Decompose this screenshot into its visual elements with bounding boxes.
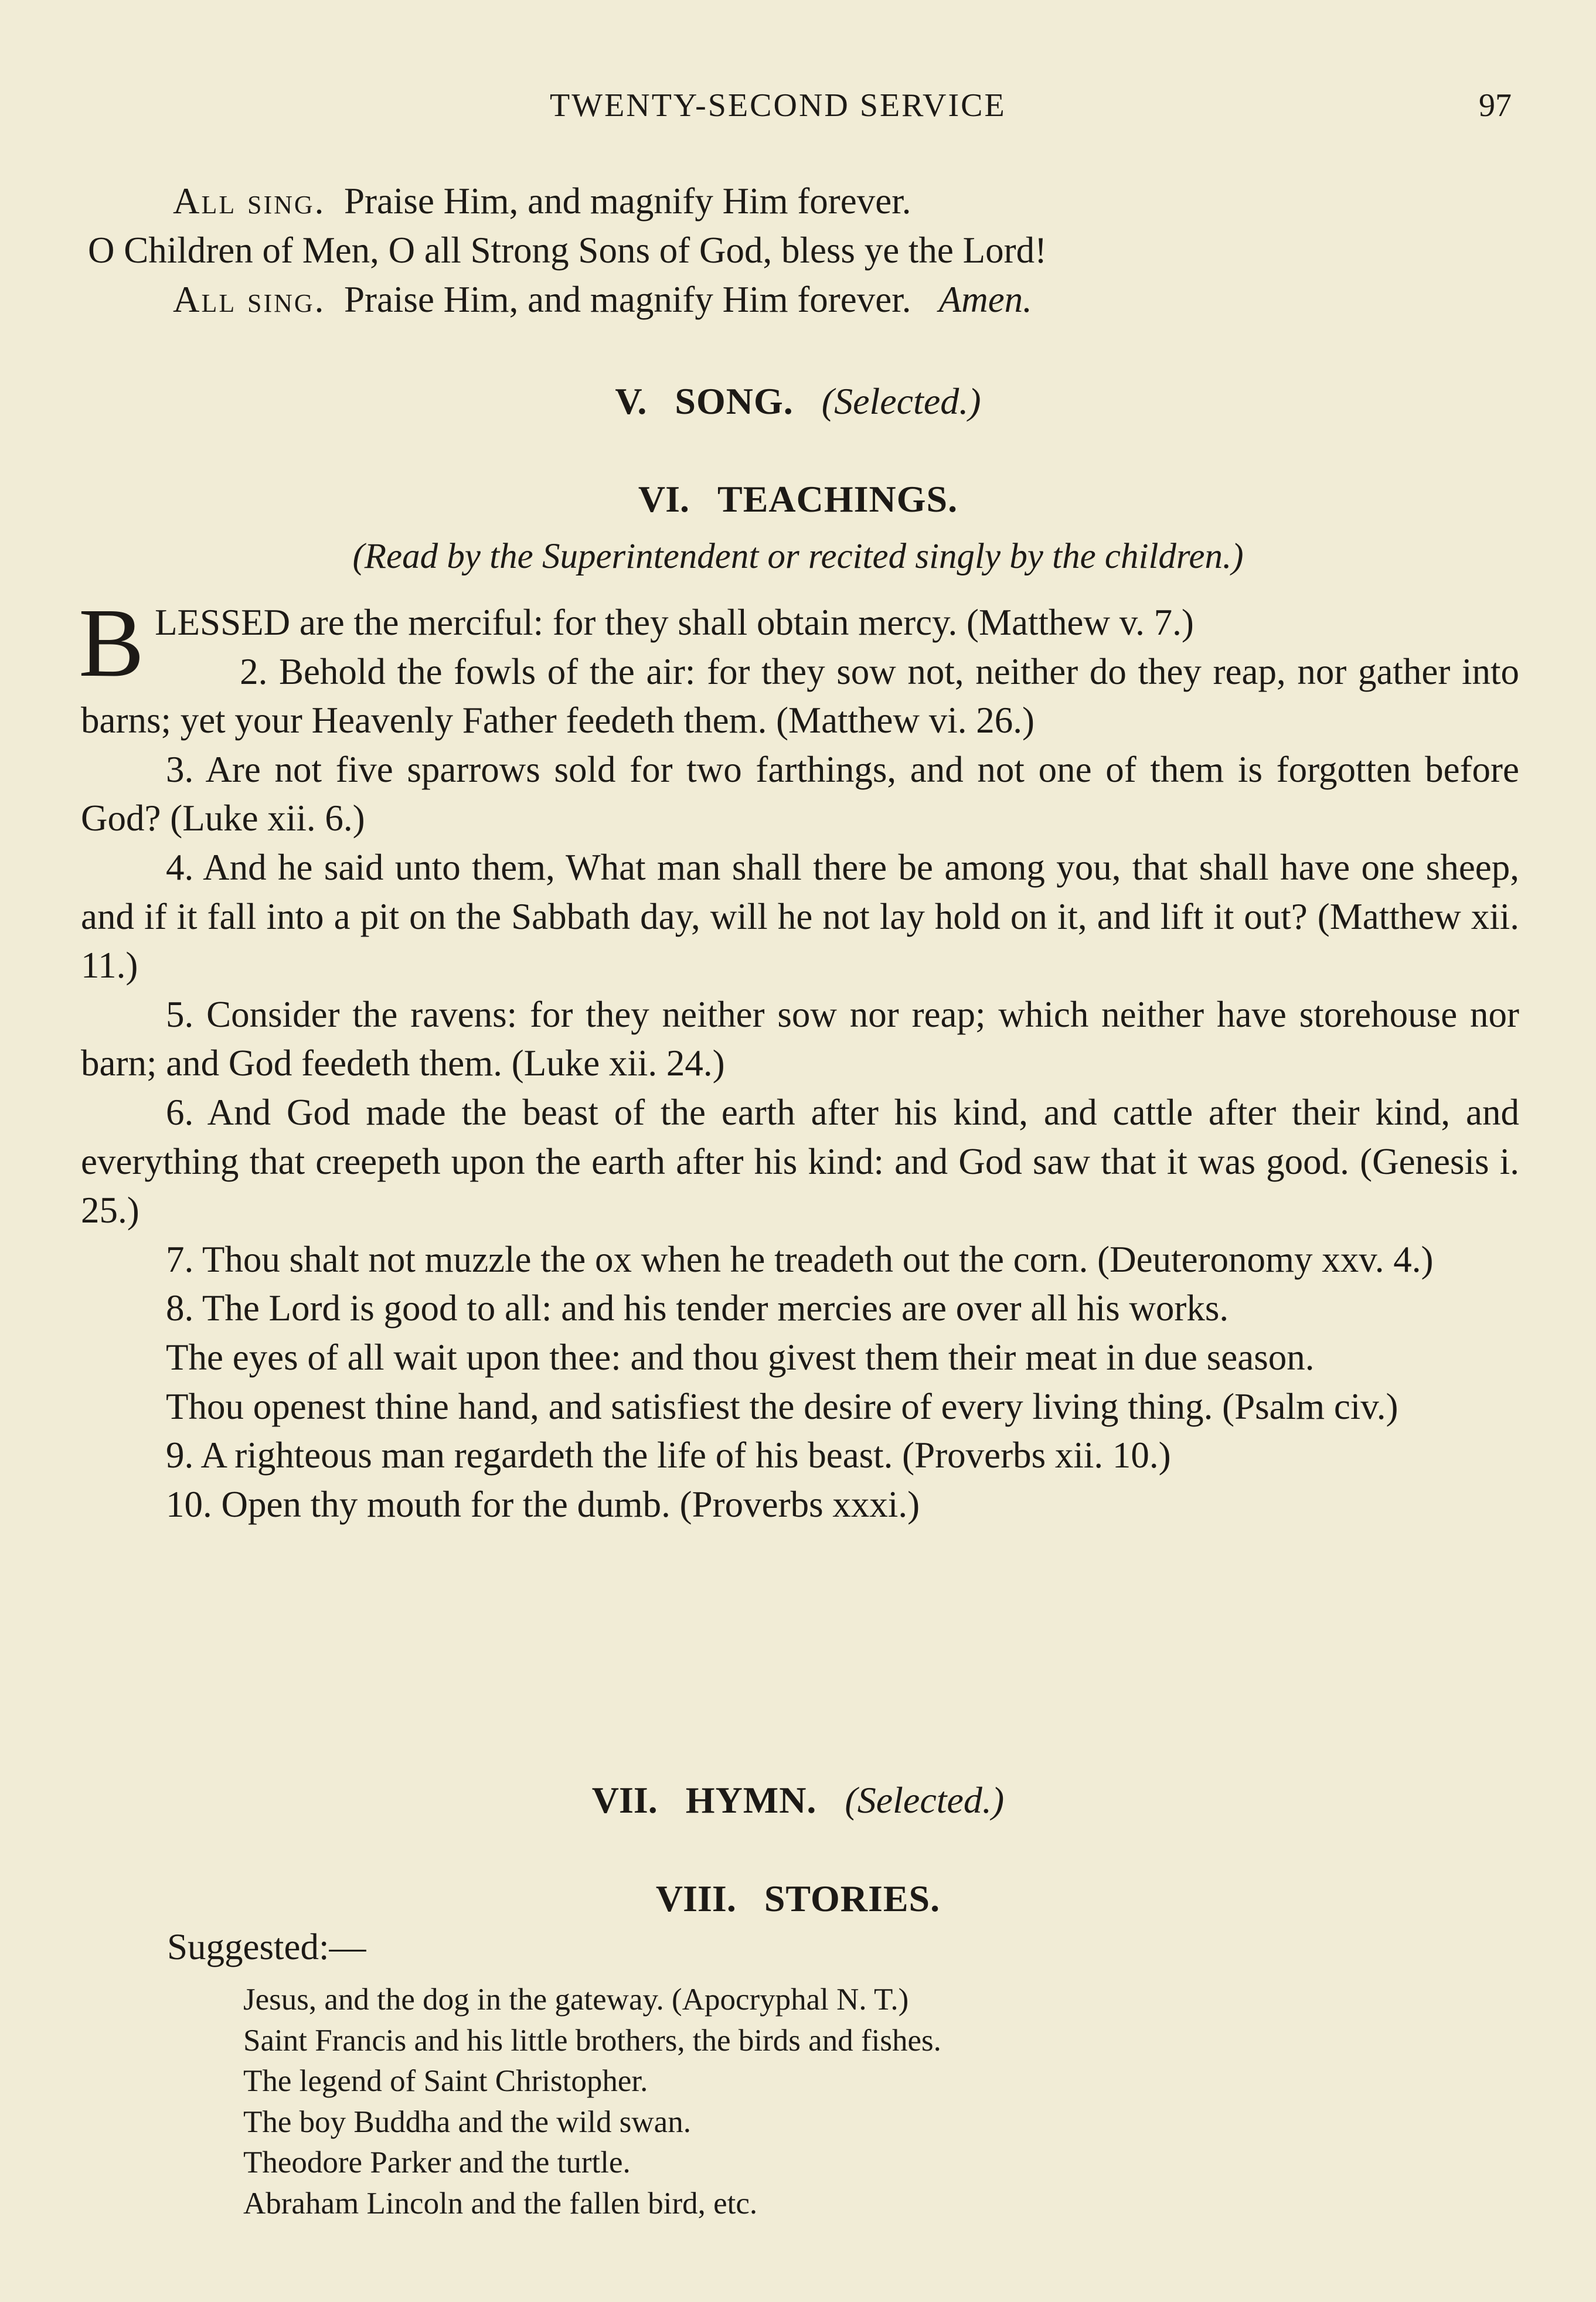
teaching-8: 8. The Lord is good to all: and his tender mercies are over all his works. bbox=[166, 1288, 1229, 1329]
opening-line-2: O Children of Men, O all Strong Sons of God, bless ye the Lord! bbox=[88, 230, 1047, 271]
running-head bbox=[0, 87, 1596, 128]
section-title: TEACHINGS. bbox=[717, 478, 958, 520]
stories-list bbox=[243, 1980, 941, 2225]
teaching-2: 2. Behold the fowls of the air: for they sow not, neither do they reap, nor gather into barns; yet your Heavenly Father feedeth them. (Matthew vi. 26.) bbox=[81, 651, 1519, 741]
story-item: Abraham Lincoln and the fallen bird, etc. bbox=[243, 2186, 758, 2221]
section-title: SONG. bbox=[675, 380, 794, 422]
stories-intro: Suggested:— bbox=[167, 1926, 366, 1967]
teaching-8-cont-1: The eyes of all wait upon thee: and thou givest them their meat in due season. bbox=[166, 1336, 1315, 1378]
teaching-6: 6. And God made the beast of the earth after his kind, and cattle after their kind, and everything that creepeth upon the earth after his kind: and God saw that it was good. (Genesis i. 25.) bbox=[81, 1091, 1519, 1231]
story-item: The legend of Saint Christopher. bbox=[243, 2064, 648, 2099]
section-number: VI. bbox=[638, 478, 690, 520]
story-item: The boy Buddha and the wild swan. bbox=[243, 2105, 691, 2139]
all-sing-label: All sing. bbox=[173, 279, 326, 320]
opening-line-1 bbox=[173, 178, 911, 224]
teaching-8-cont-2: Thou openest thine hand, and satisfiest the desire of every living thing. (Psalm civ.) bbox=[166, 1385, 1398, 1427]
teaching-3: 3. Are not five sparrows sold for two farthings, and not one of them is forgotten before God? (Luke xii. 6.) bbox=[81, 748, 1519, 839]
teaching-5: 5. Consider the ravens: for they neither sow nor reap; which neither have storehouse nor barn; and God feedeth them. (Luke xii. 24.) bbox=[81, 993, 1519, 1084]
story-item: Theodore Parker and the turtle. bbox=[243, 2146, 631, 2180]
section-heading-hymn bbox=[0, 1779, 1596, 1822]
section-title: STORIES. bbox=[764, 1878, 941, 1919]
section-note: (Selected.) bbox=[845, 1779, 1005, 1821]
story-item: Jesus, and the dog in the gateway. (Apocryphal N. T.) bbox=[243, 1983, 909, 2017]
teaching-1-text: LESSED are the merciful: for they shall obtain mercy. (Matthew v. 7.) bbox=[155, 602, 1194, 643]
story-item: Saint Francis and his little brothers, the birds and fishes. bbox=[243, 2023, 941, 2058]
all-sing-label: All sing. bbox=[173, 181, 326, 222]
teaching-9: 9. A righteous man regardeth the life of his beast. (Proverbs xii. 10.) bbox=[166, 1435, 1171, 1476]
section-title: HYMN. bbox=[685, 1779, 817, 1821]
teaching-7: 7. Thou shalt not muzzle the ox when he treadeth out the corn. (Deuteronomy xxv. 4.) bbox=[166, 1238, 1434, 1280]
section-number: V. bbox=[615, 380, 647, 422]
running-head-title: TWENTY-SECOND SERVICE bbox=[550, 87, 1006, 124]
page-number: 97 bbox=[1479, 87, 1512, 124]
section-heading-stories bbox=[0, 1877, 1596, 1920]
drop-cap: B bbox=[79, 588, 145, 697]
teachings-text bbox=[79, 588, 1519, 1529]
section-number: VIII. bbox=[655, 1878, 736, 1919]
section-heading-song bbox=[0, 380, 1596, 423]
amen: Amen. bbox=[938, 279, 1032, 320]
section-number: VII. bbox=[591, 1779, 658, 1821]
teaching-10: 10. Open thy mouth for the dumb. (Proverbs xxxi.) bbox=[166, 1483, 920, 1525]
opening-line-1-text: Praise Him, and magnify Him forever. bbox=[343, 181, 911, 222]
section-note: (Selected.) bbox=[821, 380, 981, 422]
section-heading-teachings bbox=[0, 478, 1596, 521]
opening-line-3-text: Praise Him, and magnify Him forever. bbox=[343, 279, 911, 320]
opening-line-3 bbox=[173, 276, 1032, 323]
teaching-4: 4. And he said unto them, What man shall there be among you, that shall have one sheep, and if it fall into a pit on the Sabbath day, will he not lay hold on it, and lift it out? (Matthew xii. 11.) bbox=[81, 846, 1519, 986]
teachings-note: (Read by the Superintendent or recited singly by the children.) bbox=[352, 537, 1244, 576]
